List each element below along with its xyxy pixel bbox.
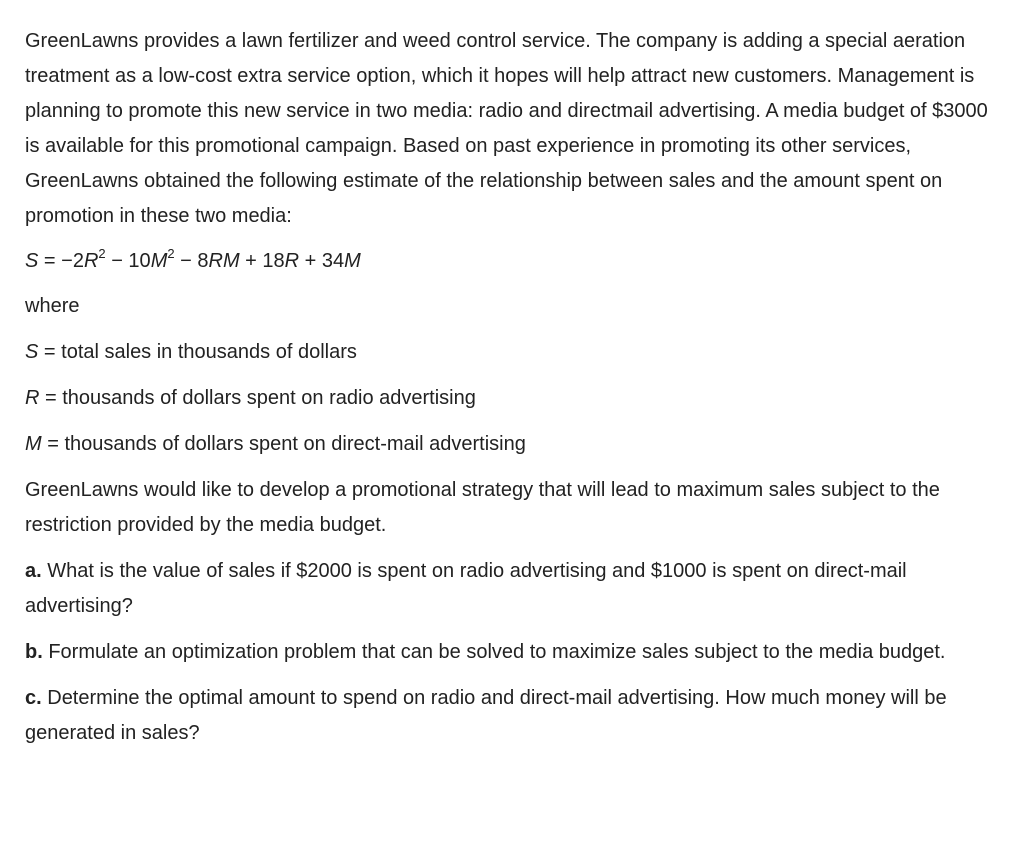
- formula-part-3: − 8: [174, 250, 209, 272]
- definition-sales: [25, 335, 1000, 370]
- definition-variable: S: [25, 341, 39, 363]
- question-letter: c.: [25, 687, 42, 709]
- definition-text: = thousands of dollars spent on direct-mail advertising: [41, 433, 526, 455]
- formula-exponent-r: 2: [98, 246, 106, 262]
- definition-radio: [25, 381, 1000, 416]
- goal-paragraph: GreenLawns would like to develop a promotional strategy that will lead to maximum sales subject to the restriction provided by the media budget.: [25, 479, 940, 536]
- formula-part-4: + 18: [239, 250, 285, 272]
- question-letter: a.: [25, 560, 42, 582]
- problem-text: [25, 24, 1000, 762]
- question-letter: b.: [25, 641, 43, 663]
- question-a: [25, 554, 1000, 624]
- definition-variable: M: [25, 433, 42, 455]
- question-text: Formulate an optimization problem that can be solved to maximize sales subject to the media budget.: [42, 641, 946, 663]
- definition-direct-mail: [25, 427, 1000, 462]
- formula-rm: RM: [208, 250, 240, 272]
- question-c: [25, 681, 1000, 751]
- question-b: [25, 635, 1000, 670]
- where-label: where: [25, 295, 80, 317]
- intro-paragraph: GreenLawns provides a lawn fertilizer and weed control service. The company is adding a special aeration treatment as a low-cost extra service option, which it hopes will help attract new customers. Management is planning to promote this new service in two media: radio and directmail advertising. A media budget of $3000 is available for this promotional campaign. Based on past experience in promoting its other services, GreenLawns obtained the following estimate of the relationship between sales and the amount spent on promotion in these two media:: [25, 30, 988, 227]
- formula-part-2: − 10: [105, 250, 151, 272]
- formula-exponent-m: 2: [167, 246, 175, 262]
- question-text: What is the value of sales if $2000 is spent on radio advertising and $1000 is spent on direct-mail advertising?: [25, 560, 907, 617]
- formula-part-5: + 34: [299, 250, 345, 272]
- question-text: Determine the optimal amount to spend on radio and direct-mail advertising. How much money will be generated in sales?: [25, 687, 947, 744]
- definition-text: = total sales in thousands of dollars: [38, 341, 357, 363]
- formula-r-linear: R: [284, 250, 300, 272]
- definition-text: = thousands of dollars spent on radio advertising: [39, 387, 476, 409]
- formula-r: R: [83, 250, 99, 272]
- formula-m: M: [150, 250, 168, 272]
- sales-formula: [25, 244, 1000, 279]
- formula-s: S: [25, 250, 39, 272]
- formula-part-1: = −2: [38, 250, 84, 272]
- definition-variable: R: [25, 387, 40, 409]
- formula-m-linear: M: [344, 250, 361, 272]
